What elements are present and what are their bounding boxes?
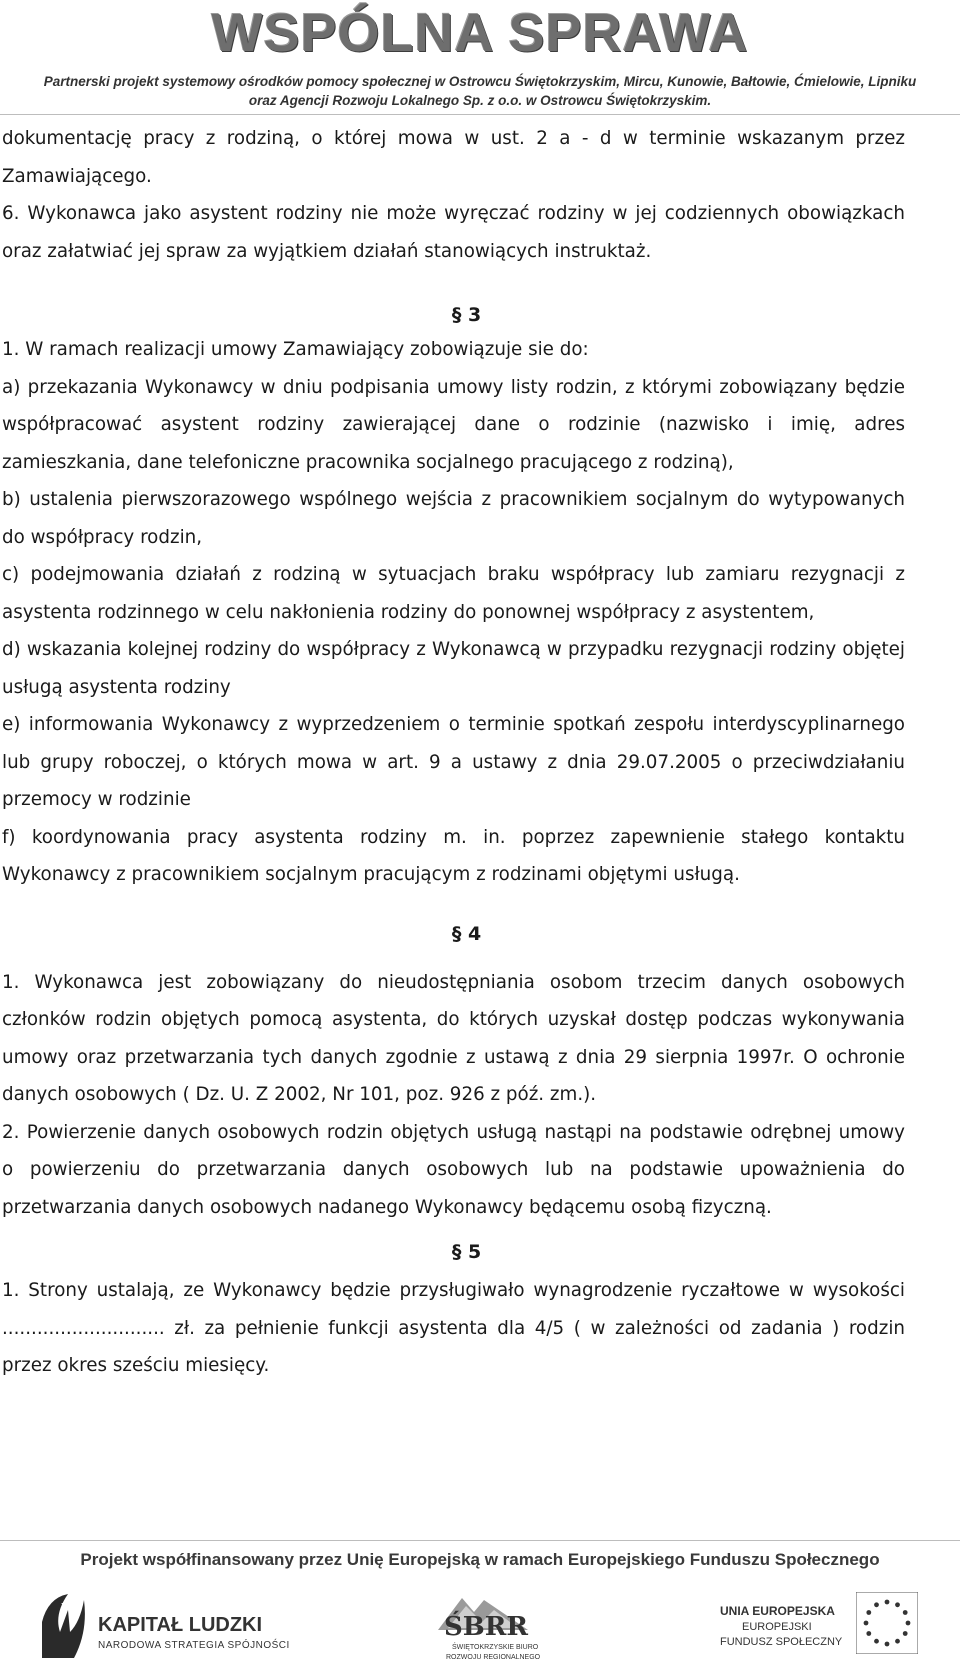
spacer: [0, 894, 905, 918]
section-3-item-d: d) wskazania kolejnej rodziny do współpracy z Wykonawcą w przypadku rezygnacji rodziny objętej usługą asystenta rodziny: [2, 639, 905, 698]
section-3-heading: § 3: [0, 301, 905, 329]
project-title: WSPÓLNA SPRAWA: [211, 3, 749, 63]
section-3-item-b: b) ustalenia pierwszorazowego wspólnego wejścia z pracownikiem socjalnym do wytypowanych do współpracy rodzin,: [2, 489, 905, 548]
section-3-item-e: e) informowania Wykonawcy z wyprzedzeniem o terminie spotkań zespołu interdyscyplinarnego lub grupy roboczej, o których mowa w art. 9 a ustawy z dnia 29.07.2005 o przeciwdziałaniu przemocy w rodzinie: [2, 714, 905, 810]
kapital-ludzki-name: KAPITAŁ LUDZKI: [98, 1614, 263, 1636]
eu-name: UNIA EUROPEJSKA: [720, 1604, 835, 1618]
eu-sub-line1: EUROPEJSKI: [742, 1621, 812, 1633]
section-3-item-f: f) koordynowania pracy asystenta rodziny m. in. poprzez zapewnienie stałego kontaktu Wykonawcy z pracownikiem socjalnym pracującym z rodzinami objętymi usługą.: [2, 826, 905, 885]
paragraph-point-6: 6. Wykonawca jako asystent rodziny nie może wyręczać rodziny w jej codziennych obowiązkach oraz załatwiać jej spraw za wyjątkiem działań stanowiących instruktaż.: [2, 203, 905, 262]
project-subtitle-line1: Partnerski projekt systemowy ośrodków pomocy społecznej w Ostrowcu Świętokrzyskim, Mircu, Kunowie, Bałtowie, Ćmielowie, Lipniku: [43, 74, 917, 89]
sbrr-sub-line1: ŚWIĘTOKRZYSKIE BIURO: [452, 1644, 539, 1651]
cofinancing-note: Projekt współfinansowany przez Unię Europejską w ramach Europejskiego Funduszu Społecznego: [80, 1550, 880, 1569]
section-3-point-1: 1. W ramach realizacji umowy Zamawiający zobowiązuje sie do:: [2, 339, 589, 360]
section-3-item-a: a) przekazania Wykonawcy w dniu podpisania umowy listy rodzin, z którymi zobowiązany będzie współpracować asystent rodziny zawierającej dane o rodzinie (nazwisko i imię, adres zamieszkania, dane telefoniczne pracownika socjalnego pracującego z rodziną),: [2, 376, 905, 473]
spacer: [0, 1226, 905, 1236]
section-5-heading: § 5: [0, 1236, 905, 1268]
kapital-ludzki-emblem-icon: [38, 1592, 88, 1660]
section-4-point-1: 1. Wykonawca jest zobowiązany do nieudostępniania osobom trzecim danych osobowych członków rodzin objętych pomocą asystenta, do których uzyskał dostęp podczas wykonywania umowy oraz przetwarzania tych danych zgodnie z ustawą z dnia 29 sierpnia 1997r. O ochronie danych osobowych ( Dz. U. Z 2002, Nr 101, poz. 926 z póź. zm.).: [2, 971, 905, 1105]
paragraph-intro-continuation: dokumentację pracy z rodziną, o której mowa w ust. 2 a - d w terminie wskazanym przez Zamawiającego.: [2, 128, 905, 187]
project-subtitle-line2: oraz Agencji Rozwoju Lokalnego Sp. z o.o. w Ostrowcu Świętokrzyskim.: [248, 93, 712, 108]
sbrr-name: ŚBRR: [444, 1612, 528, 1642]
footer-divider: [0, 1540, 960, 1541]
eu-logo: [720, 1590, 920, 1660]
eu-stars-flag-icon: [856, 1592, 918, 1654]
sbrr-sub-line2: ROZWOJU REGIONALNEGO: [446, 1654, 541, 1661]
page-header: [0, 0, 960, 115]
header-divider: [0, 114, 960, 115]
kapital-ludzki-tagline: NARODOWA STRATEGIA SPÓJNOŚCI: [98, 1640, 290, 1651]
section-4-point-2: 2. Powierzenie danych osobowych rodzin objętych usługą nastąpi na podstawie odrębnej umowy o powierzeniu do przetwarzania danych osobowych lub na podstawie upoważnienia do przetwarzania danych osobowych nadanego Wykonawcy będącemu osobą fizyczną.: [2, 1121, 905, 1218]
section-3-item-c: c) podejmowania działań z rodziną w sytuacjach braku współpracy lub zamiaru rezygnacji z asystenta rodzinnego w celu nakłonienia rodziny do ponownej współpracy z asystentem,: [2, 564, 905, 623]
section-4-heading: § 4: [0, 918, 905, 950]
sbrr-logo: [418, 1590, 548, 1666]
kapital-ludzki-logo: [38, 1592, 298, 1662]
page-footer: [0, 1540, 960, 1667]
document-body: [0, 120, 905, 1385]
eu-sub-line2: FUNDUSZ SPOŁECZNY: [720, 1636, 843, 1648]
section-5-point-1: 1. Strony ustalają, ze Wykonawcy będzie przysługiwało wynagrodzenie ryczałtowe w wysokości ............................ zł. za pełnienie funkcji asystenta dla 4/5 ( w zależności od zadania ) rodzin przez okres sześciu miesięcy.: [2, 1280, 905, 1376]
